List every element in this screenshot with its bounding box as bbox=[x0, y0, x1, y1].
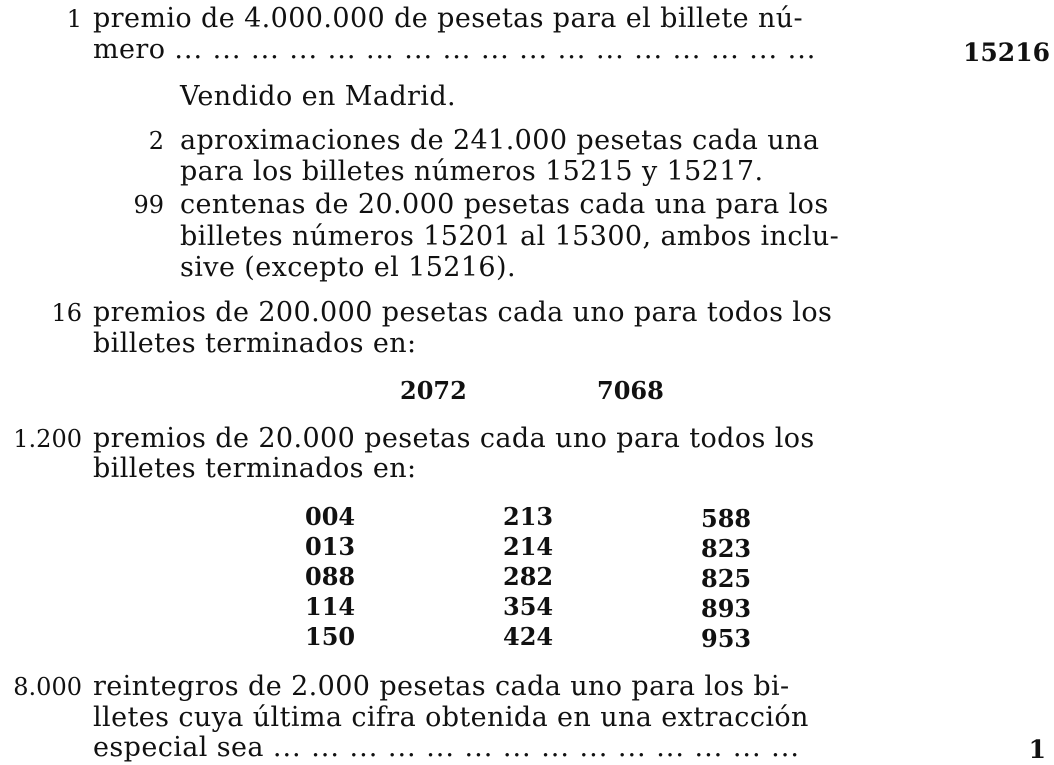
prize-1-ticket-number: 15216 bbox=[963, 38, 1050, 67]
reintegros-line-2: lletes cuya última cifra obtenida en una extracción bbox=[93, 702, 809, 733]
ending-cell: 282 bbox=[503, 562, 554, 591]
prize-1-sold-location: Vendido en Madrid. bbox=[180, 81, 457, 112]
ending-cell: 150 bbox=[305, 622, 356, 651]
ending-cell: 354 bbox=[503, 592, 554, 621]
reintegros-line-1: reintegros de 2.000 pesetas cada uno para los bi- bbox=[93, 671, 790, 702]
centenas-count: 99 bbox=[133, 191, 164, 219]
ending-cell: 825 bbox=[701, 564, 752, 593]
ending-cell: 953 bbox=[701, 624, 752, 653]
prize-1200-line-1: premios de 20.000 pesetas cada uno para todos los bbox=[93, 423, 815, 454]
prize-16-count: 16 bbox=[51, 299, 82, 327]
prize-1-line-1: premio de 4.000.000 de pesetas para el billete nú- bbox=[93, 3, 804, 34]
reintegros-line-3 bbox=[93, 733, 800, 763]
centenas-line-1: centenas de 20.000 pesetas cada una para los bbox=[180, 189, 829, 220]
ending-cell: 588 bbox=[701, 504, 752, 533]
ending-cell: 088 bbox=[305, 562, 356, 591]
prize-1200-count: 1.200 bbox=[13, 425, 82, 453]
ending-cell: 424 bbox=[503, 622, 554, 651]
aprox-line-1: aproximaciones de 241.000 pesetas cada una bbox=[180, 125, 820, 156]
ending-cell: 013 bbox=[305, 532, 356, 561]
aprox-line-2: para los billetes números 15215 y 15217. bbox=[180, 156, 764, 187]
reintegros-count: 8.000 bbox=[13, 673, 82, 701]
ending-cell: 823 bbox=[701, 534, 752, 563]
reintegros-digit: 1 bbox=[1028, 735, 1046, 764]
prize-16-line-1: premios de 200.000 pesetas cada uno para todos los bbox=[93, 297, 833, 328]
ending-cell: 893 bbox=[701, 594, 752, 623]
aprox-count: 2 bbox=[148, 127, 164, 155]
prize-1-line-2 bbox=[93, 35, 816, 65]
prize-16-line-2: billetes terminados en: bbox=[93, 328, 417, 359]
reintegros-line-3-text: especial sea bbox=[93, 732, 264, 763]
ending-cell: 004 bbox=[305, 502, 356, 531]
centenas-line-2: billetes números 15201 al 15300, ambos inclu- bbox=[180, 221, 840, 252]
prize-1-line-2-dots: ... ... ... ... ... ... ... ... ... ... ... ... ... ... ... ... ... bbox=[174, 34, 817, 65]
prize-16-ending-2: 7068 bbox=[597, 376, 664, 405]
centenas-line-3: sive (excepto el 15216). bbox=[180, 252, 516, 283]
prize-1200-line-2: billetes terminados en: bbox=[93, 453, 417, 484]
prize-1-line-2-text: mero bbox=[93, 34, 166, 65]
ending-cell: 214 bbox=[503, 532, 554, 561]
ending-cell: 114 bbox=[305, 592, 356, 621]
prize-1-count: 1 bbox=[66, 5, 82, 33]
prize-16-ending-1: 2072 bbox=[400, 376, 467, 405]
ending-cell: 213 bbox=[503, 502, 554, 531]
reintegros-line-3-dots: ... ... ... ... ... ... ... ... ... ... ... ... ... ... bbox=[272, 732, 800, 763]
